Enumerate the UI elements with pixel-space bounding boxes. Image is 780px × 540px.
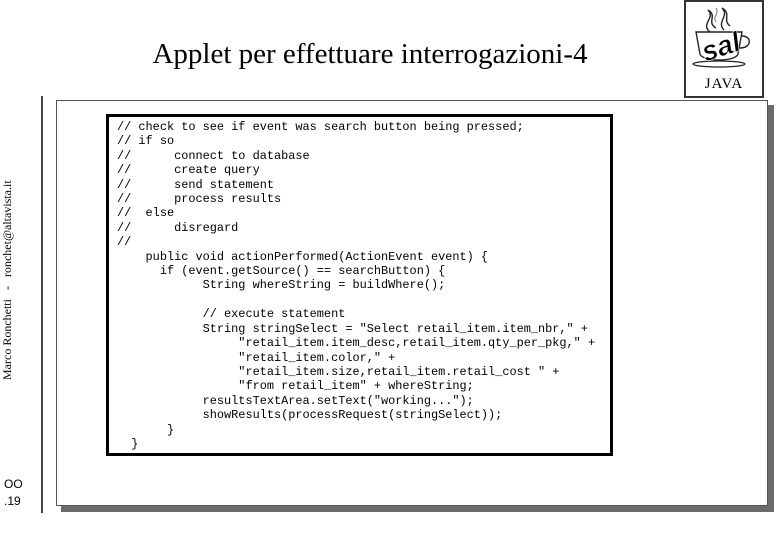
slide-title: Applet per effettuare interrogazioni-4 bbox=[152, 38, 588, 70]
code-line: String stringSelect = "Select retail_item.item_nbr," + bbox=[117, 321, 588, 336]
code-line: // send statement bbox=[117, 177, 274, 192]
page-prefix: OO bbox=[4, 477, 23, 491]
code-line: // create query bbox=[117, 163, 260, 178]
code-line: // bbox=[117, 235, 132, 250]
code-line: } bbox=[117, 436, 139, 451]
code-line: } bbox=[117, 422, 175, 437]
logo-text: sal bbox=[697, 25, 745, 68]
author-credit bbox=[0, 150, 15, 380]
code-line: // else bbox=[117, 206, 175, 221]
sal-java-logo bbox=[684, 0, 764, 98]
code-line: "from retail_item" + whereString; bbox=[117, 379, 474, 394]
sidebar-divider bbox=[41, 96, 43, 513]
code-line: // connect to database bbox=[117, 148, 310, 163]
author-email: ronchet@altavista.it bbox=[0, 180, 14, 278]
logo-subtitle: JAVA bbox=[704, 76, 744, 92]
code-line: // disregard bbox=[117, 220, 239, 235]
code-line: "retail_item.size,retail_item.retail_cost " + bbox=[117, 364, 560, 379]
code-listing bbox=[117, 120, 595, 451]
credit-separator: - bbox=[0, 286, 14, 291]
code-line: String whereString = buildWhere(); bbox=[117, 278, 446, 293]
code-line: if (event.getSource() == searchButton) { bbox=[117, 264, 446, 279]
page-index: .19 bbox=[4, 494, 21, 508]
code-line: // process results bbox=[117, 192, 282, 207]
code-line: // execute statement bbox=[117, 307, 346, 322]
code-line: "retail_item.item_desc,retail_item.qty_per_pkg," + bbox=[117, 336, 596, 351]
code-line: showResults(processRequest(stringSelect)); bbox=[117, 408, 503, 423]
code-line: // check to see if event was search button being pressed; bbox=[117, 120, 524, 134]
code-line: resultsTextArea.setText("working..."); bbox=[117, 393, 474, 408]
page-number bbox=[4, 476, 23, 510]
author-name: Marco Ronchetti bbox=[0, 299, 14, 380]
code-line: "retail_item.color," + bbox=[117, 350, 396, 365]
code-line: // if so bbox=[117, 134, 175, 149]
code-line: public void actionPerformed(ActionEvent event) { bbox=[117, 249, 489, 264]
code-listing-box bbox=[106, 114, 613, 456]
sal-java-logo-graphic bbox=[686, 2, 762, 96]
